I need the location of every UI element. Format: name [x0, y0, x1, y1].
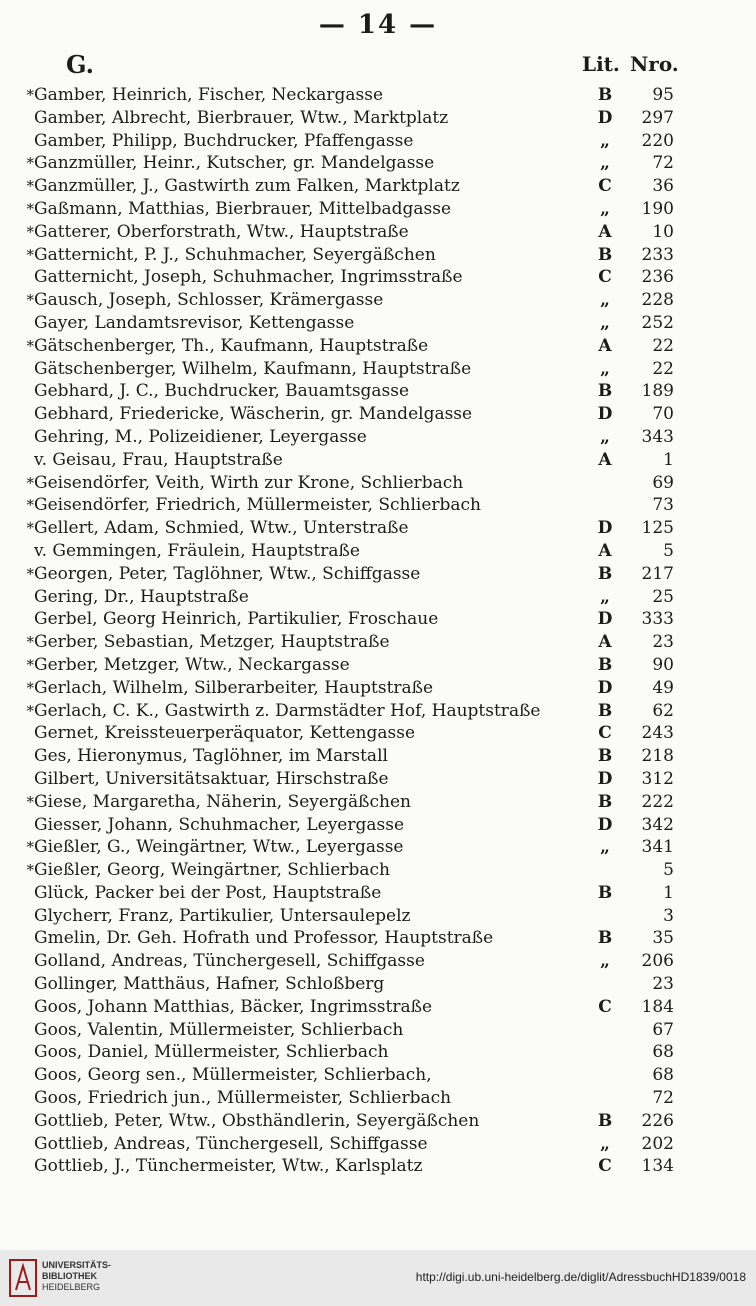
list-item: [0, 722, 756, 745]
entry-marker: *: [26, 199, 34, 218]
entry-nro: 220: [641, 130, 674, 151]
entry-text: v. Geisau, Frau, Hauptstraße: [34, 449, 283, 470]
entry-lit: D: [597, 404, 613, 425]
entry-marker: *: [26, 496, 34, 515]
entry-lit: D: [597, 677, 613, 698]
entry-lit: B: [597, 700, 613, 721]
entry-nro: 222: [641, 791, 674, 812]
entry-lit: „: [600, 1133, 610, 1154]
list-item: [0, 700, 756, 723]
entry-lit: „: [600, 153, 610, 174]
entry-nro: 23: [652, 632, 674, 653]
entry-text: Gerber, Metzger, Wtw., Neckargasse: [34, 654, 350, 675]
entry-lit: „: [600, 198, 610, 219]
entry-text: Gatterer, Oberforstrath, Wtw., Hauptstraße: [34, 221, 409, 242]
entry-lit: C: [598, 1156, 612, 1177]
entry-nro: 22: [652, 358, 674, 379]
entry-nro: 73: [652, 495, 674, 516]
list-item: [0, 380, 756, 403]
list-item: [0, 1133, 756, 1156]
entry-lit: D: [597, 518, 613, 539]
list-item: [0, 631, 756, 654]
entry-nro: 22: [652, 335, 674, 356]
list-item: [0, 1041, 756, 1064]
entry-nro: 72: [652, 1088, 674, 1109]
entry-nro: 252: [641, 312, 674, 333]
entry-text: Gilbert, Universitätsaktuar, Hirschstraße: [34, 768, 389, 789]
entry-nro: 1: [663, 882, 674, 903]
entry-lit: A: [598, 221, 612, 242]
entry-nro: 5: [663, 860, 674, 881]
entry-lit: B: [597, 85, 613, 105]
entry-nro: 49: [652, 677, 674, 698]
entry-nro: 297: [641, 107, 674, 128]
entry-lit: B: [597, 791, 613, 812]
list-item: [0, 654, 756, 677]
entry-text: Gebhard, Friedericke, Wäscherin, gr. Mandelgasse: [34, 404, 473, 425]
entry-text: Gaßmann, Matthias, Bierbrauer, Mittelbadgasse: [34, 198, 452, 219]
entry-lit: D: [597, 814, 613, 835]
entry-marker: *: [26, 519, 34, 538]
entry-marker: *: [26, 655, 34, 674]
entry-lit: A: [598, 449, 612, 470]
entry-marker: *: [26, 564, 34, 583]
list-item: [0, 768, 756, 791]
entry-lit: A: [598, 540, 612, 561]
entry-text: Goos, Friedrich jun., Müllermeister, Schlierbach: [34, 1088, 452, 1109]
entry-text: Gmelin, Dr. Geh. Hofrath und Professor, Hauptstraße: [34, 928, 494, 949]
entry-marker: *: [26, 678, 34, 697]
entry-lit: C: [598, 267, 612, 288]
entry-text: Goos, Georg sen., Müllermeister, Schlierbach,: [34, 1065, 432, 1086]
entry-nro: 90: [652, 654, 674, 675]
entry-lit: D: [597, 609, 613, 630]
entry-nro: 95: [652, 85, 674, 105]
list-item: [0, 472, 756, 495]
entry-text: Gerlach, Wilhelm, Silberarbeiter, Hauptstraße: [34, 677, 434, 698]
entry-nro: 68: [652, 1065, 674, 1086]
entry-marker: *: [26, 222, 34, 241]
entry-text: Gamber, Philipp, Buchdrucker, Pfaffengasse: [34, 130, 414, 151]
source-url[interactable]: http://digi.ub.uni-heidelberg.de/diglit/AdressbuchHD1839/0018: [415, 1270, 746, 1284]
list-item: [0, 859, 756, 882]
entry-text: Gehring, M., Polizeidiener, Leyergasse: [34, 426, 367, 447]
list-item: [0, 403, 756, 426]
entry-lit: „: [600, 358, 610, 379]
list-item: [0, 130, 756, 153]
list-item: [0, 540, 756, 563]
list-item: [0, 426, 756, 449]
entry-nro: 312: [641, 768, 674, 789]
entry-nro: 70: [652, 404, 674, 425]
entry-nro: 226: [641, 1110, 674, 1131]
entry-nro: 343: [641, 426, 674, 447]
entry-text: Gerbel, Georg Heinrich, Partikulier, Froschaue: [34, 609, 439, 630]
list-item: [0, 677, 756, 700]
entry-lit: B: [597, 381, 613, 402]
entry-nro: 25: [652, 586, 674, 607]
entry-nro: 125: [641, 518, 674, 539]
list-item: [0, 791, 756, 814]
entry-text: Gausch, Joseph, Schlosser, Krämergasse: [34, 290, 384, 311]
viewer-footer: [0, 1250, 756, 1306]
list-item: [0, 517, 756, 540]
entry-text: Gatternicht, P. J., Schuhmacher, Seyergäßchen: [34, 244, 436, 265]
entry-nro: 184: [641, 996, 674, 1017]
list-item: [0, 1110, 756, 1133]
entry-lit: A: [598, 335, 612, 356]
entry-text: Ges, Hieronymus, Taglöhner, im Marstall: [34, 746, 388, 767]
list-item: [0, 152, 756, 175]
entry-text: Gering, Dr., Hauptstraße: [34, 586, 249, 607]
entry-text: Gernet, Kreissteuerperäquator, Kettengasse: [34, 723, 416, 744]
entry-text: Ganzmüller, J., Gastwirth zum Falken, Marktplatz: [34, 176, 460, 197]
list-item: [0, 882, 756, 905]
entry-marker: *: [26, 701, 34, 720]
list-item: [0, 312, 756, 335]
entry-lit: D: [597, 107, 613, 128]
list-item: [0, 1087, 756, 1110]
column-header-lit: Lit.: [582, 52, 620, 76]
list-item: [0, 335, 756, 358]
entry-lit: B: [597, 928, 613, 949]
entry-nro: 202: [641, 1133, 674, 1154]
list-item: [0, 266, 756, 289]
list-item: [0, 449, 756, 472]
entry-text: Giesser, Johann, Schuhmacher, Leyergasse: [34, 814, 405, 835]
entry-text: Gätschenberger, Th., Kaufmann, Hauptstraße: [34, 335, 429, 356]
list-item: [0, 198, 756, 221]
entry-nro: 236: [641, 267, 674, 288]
entry-nro: 5: [663, 540, 674, 561]
entry-nro: 233: [641, 244, 674, 265]
entry-marker: *: [26, 633, 34, 652]
list-item: [0, 244, 756, 267]
entry-text: Gerber, Sebastian, Metzger, Hauptstraße: [34, 632, 390, 653]
list-item: [0, 1019, 756, 1042]
entry-nro: 228: [641, 290, 674, 311]
entry-nro: 190: [641, 198, 674, 219]
entry-text: Gebhard, J. C., Buchdrucker, Bauamtsgasse: [34, 381, 410, 402]
column-header-nro: Nro.: [630, 52, 679, 76]
entry-text: Gottlieb, Peter, Wtw., Obsthändlerin, Seyergäßchen: [34, 1110, 480, 1131]
list-item: [0, 221, 756, 244]
entry-text: Gamber, Albrecht, Bierbrauer, Wtw., Marktplatz: [34, 107, 449, 128]
entry-lit: „: [600, 586, 610, 607]
entry-nro: 243: [641, 723, 674, 744]
entry-lit: B: [597, 654, 613, 675]
entry-text: Gerlach, C. K., Gastwirth z. Darmstädter Hof, Hauptstraße: [34, 700, 541, 721]
entry-text: Ganzmüller, Heinr., Kutscher, gr. Mandelgasse: [34, 153, 435, 174]
entry-lit: B: [597, 746, 613, 767]
entry-lit: C: [598, 996, 612, 1017]
entry-nro: 342: [641, 814, 674, 835]
entry-lit: „: [600, 130, 610, 151]
entry-text: Goos, Johann Matthias, Bäcker, Ingrimsstraße: [34, 996, 433, 1017]
entry-nro: 68: [652, 1042, 674, 1063]
university-seal-icon: [8, 1258, 38, 1298]
entry-nro: 341: [641, 837, 674, 858]
entry-text: Goos, Daniel, Müllermeister, Schlierbach: [34, 1042, 389, 1063]
entry-text: Glycherr, Franz, Partikulier, Untersaulepelz: [34, 905, 411, 926]
entry-text: Geisendörfer, Friedrich, Müllermeister, Schlierbach: [34, 495, 481, 516]
entry-text: Gottlieb, Andreas, Tünchergesell, Schiffgasse: [34, 1133, 428, 1154]
list-item: [0, 494, 756, 517]
list-item: [0, 1064, 756, 1087]
entry-nro: 35: [652, 928, 674, 949]
entry-nro: 69: [652, 472, 674, 493]
list-item: [0, 745, 756, 768]
entry-marker: *: [26, 86, 34, 104]
entry-marker: *: [26, 245, 34, 264]
entry-lit: B: [597, 563, 613, 584]
entry-nro: 1: [663, 449, 674, 470]
list-item: [0, 608, 756, 631]
entry-text: Gießler, G., Weingärtner, Wtw., Leyergasse: [34, 837, 404, 858]
entry-text: Geisendörfer, Veith, Wirth zur Krone, Schlierbach: [34, 472, 464, 493]
list-item: [0, 905, 756, 928]
entry-text: Gatternicht, Joseph, Schuhmacher, Ingrimsstraße: [34, 267, 463, 288]
entry-text: Gellert, Adam, Schmied, Wtw., Unterstraße: [34, 518, 409, 539]
entry-text: Georgen, Peter, Taglöhner, Wtw., Schiffgasse: [34, 563, 421, 584]
entry-nro: 189: [641, 381, 674, 402]
list-item: [0, 358, 756, 381]
list-item: [0, 996, 756, 1019]
entry-marker: *: [26, 792, 34, 811]
entry-lit: C: [598, 176, 612, 197]
entry-marker: *: [26, 291, 34, 310]
entry-lit: B: [597, 1110, 613, 1131]
entry-lit: „: [600, 951, 610, 972]
entry-text: v. Gemmingen, Fräulein, Hauptstraße: [34, 540, 360, 561]
list-item: [0, 814, 756, 837]
entry-nro: 206: [641, 951, 674, 972]
list-item: [0, 84, 756, 107]
entry-lit: „: [600, 290, 610, 311]
entry-text: Giese, Margaretha, Näherin, Seyergäßchen: [34, 791, 411, 812]
entry-nro: 10: [652, 221, 674, 242]
entry-text: Glück, Packer bei der Post, Hauptstraße: [34, 882, 382, 903]
list-item: [0, 927, 756, 950]
entry-nro: 134: [641, 1156, 674, 1177]
entry-lit: A: [598, 632, 612, 653]
entry-text: Goos, Valentin, Müllermeister, Schlierbach: [34, 1019, 404, 1040]
list-item: [0, 289, 756, 312]
list-item: [0, 107, 756, 130]
entry-text: Gamber, Heinrich, Fischer, Neckargasse: [34, 85, 384, 105]
entry-nro: 36: [652, 176, 674, 197]
entry-nro: 67: [652, 1019, 674, 1040]
entry-lit: „: [600, 426, 610, 447]
entry-marker: *: [26, 861, 34, 880]
list-item: [0, 836, 756, 859]
list-item: [0, 950, 756, 973]
page-number: — 14 —: [318, 10, 438, 40]
entry-text: Gollinger, Matthäus, Hafner, Schloßberg: [34, 974, 385, 995]
entry-lit: B: [597, 882, 613, 903]
entry-lit: C: [598, 723, 612, 744]
entry-nro: 23: [652, 974, 674, 995]
list-item: [0, 1155, 756, 1178]
list-item: [0, 973, 756, 996]
entry-lit: D: [597, 768, 613, 789]
library-name: UNIVERSITÄTS- BIBLIOTHEK HEIDELBERG: [42, 1260, 112, 1292]
list-item: [0, 563, 756, 586]
entry-nro: 72: [652, 153, 674, 174]
entry-text: Gießler, Georg, Weingärtner, Schlierbach: [34, 860, 390, 881]
entry-nro: 218: [641, 746, 674, 767]
entry-marker: *: [26, 473, 34, 492]
list-item: [0, 586, 756, 609]
entry-nro: 3: [663, 905, 674, 926]
entry-nro: 217: [641, 563, 674, 584]
entry-text: Gayer, Landamtsrevisor, Kettengasse: [34, 312, 355, 333]
entry-lit: „: [600, 837, 610, 858]
entry-marker: *: [26, 336, 34, 355]
entry-lit: B: [597, 244, 613, 265]
entry-marker: *: [26, 154, 34, 173]
entry-marker: *: [26, 838, 34, 857]
entry-text: Gätschenberger, Wilhelm, Kaufmann, Hauptstraße: [34, 358, 472, 379]
directory-entries: [0, 84, 756, 1178]
entry-lit: „: [600, 312, 610, 333]
entry-nro: 333: [641, 609, 674, 630]
section-letter: G.: [66, 50, 94, 79]
entry-marker: *: [26, 177, 34, 196]
entry-nro: 62: [652, 700, 674, 721]
entry-text: Golland, Andreas, Tünchergesell, Schiffgasse: [34, 951, 425, 972]
list-item: [0, 175, 756, 198]
entry-text: Gottlieb, J., Tünchermeister, Wtw., Karlsplatz: [34, 1156, 423, 1177]
